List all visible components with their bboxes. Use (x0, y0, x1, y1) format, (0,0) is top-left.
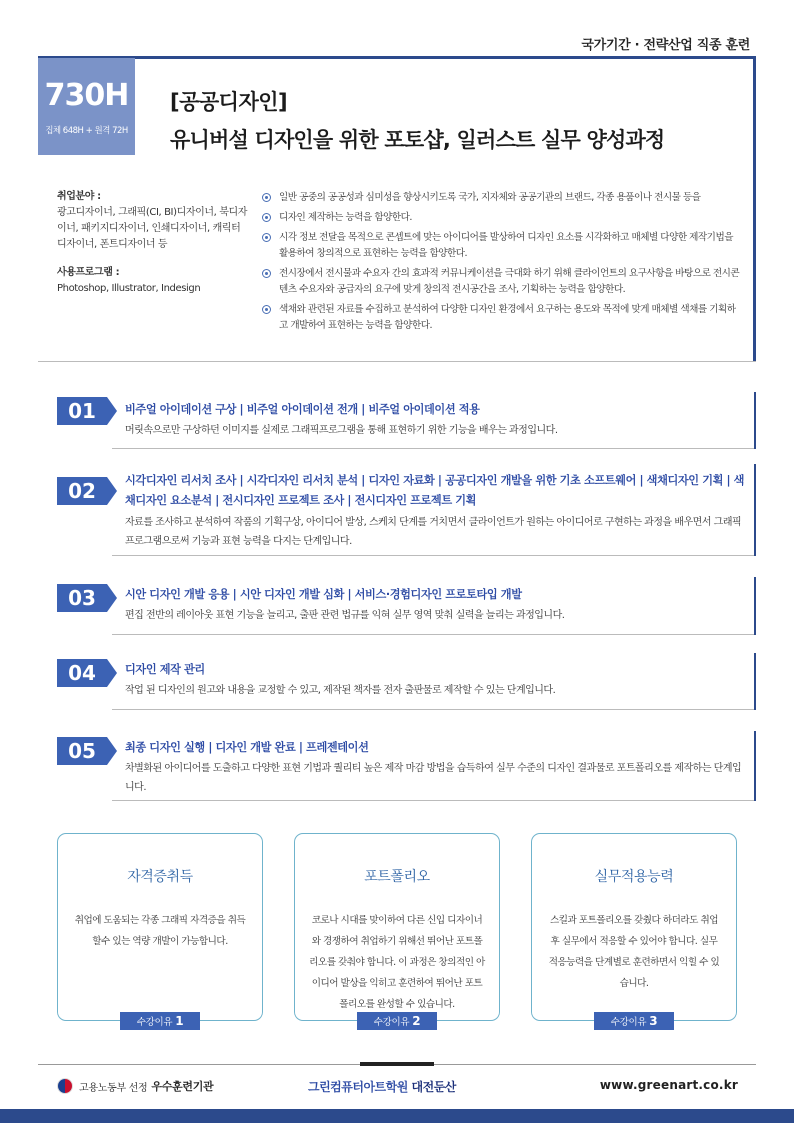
step-description: 머릿속으로만 구상하던 이미지를 실제로 그래픽프로그램을 통해 표현하기 위한 기능을 배우는 과정입니다. (125, 425, 558, 436)
card-text: 코로나 시대를 맞이하여 다른 신입 디자이너와 경쟁하여 취업하기 위해선 뛰어난 포트폴리오를 갖춰야 합니다. 이 과정은 창의적인 아이디어 발상을 익히고 훈련하여 뛰어난 포트폴리오를 완성할 수 있습니다. (309, 915, 485, 1010)
list-item: 색채와 관련된 자료를 수집하고 분석하여 다양한 디자인 환경에서 요구하는 용도와 목적에 맞게 매체별 색채를 기획하고 개발하여 표현하는 능력을 함양한다. (262, 302, 742, 334)
objectives-list (262, 190, 742, 338)
bottom-bar (0, 1109, 794, 1123)
page-title-category: [공공디자인] (170, 90, 288, 114)
card-title: 포트폴리오 (364, 869, 430, 885)
course-info (57, 189, 249, 297)
list-item: 전시장에서 전시물과 수요자 간의 효과적 커뮤니케이션을 극대화 하기 위해 클라이언트의 요구사항을 바탕으로 전시콘텐츠 수요자와 공급자의 요구에 맞게 창의적 전시공간을 조사, 기획하는 능력을 함양한다. (262, 266, 742, 298)
step-content (125, 401, 745, 440)
card-text: 취업에 도움되는 각종 그래픽 자격증을 취득할수 있는 역량 개발이 가능합니다. (74, 915, 246, 947)
footer-divider-accent (360, 1062, 434, 1066)
step-number-badge: 02 (57, 477, 107, 505)
step-underline (112, 709, 756, 710)
top-label: 국가기간 · 전략산업 직종 훈련 (581, 38, 750, 53)
step-description: 작업 된 디자인의 원고와 내용을 교정할 수 있고, 제작된 책자를 전자 출판물로 제작할 수 있는 단계입니다. (125, 685, 556, 696)
step-number-badge: 05 (57, 737, 107, 765)
reason-card-3 (531, 833, 737, 1028)
step-03 (57, 584, 757, 634)
step-border (754, 577, 756, 635)
step-underline (112, 448, 756, 449)
target-bullet-icon (262, 269, 271, 278)
ministry-logo-icon (57, 1078, 73, 1094)
step-content (125, 661, 745, 700)
list-item: 시각 정보 전달을 목적으로 콘셉트에 맞는 아이디어를 발상하여 디자인 요소를 시각화하고 매체별 다양한 제작기법을 활용하여 창의적으로 표현하는 능력을 함양한다. (262, 230, 742, 262)
step-title: 시각디자인 리서치 조사 | 시각디자인 리서치 분석 | 디자인 자료화 | 공공디자인 개발을 위한 기초 소프트웨어 | 색채디자인 기획 | 색채디자인 요소분석 | 전시디자인 프로젝트 조사 | 전시디자인 프로젝트 기획 (125, 474, 745, 507)
step-description: 편집 전반의 레이아웃 표현 기능을 늘리고, 출판 관련 법규를 익혀 실무 영역 맞춰 실력을 늘리는 과정입니다. (125, 610, 565, 621)
footer-ministry: 고용노동부 선정 우수훈련기관 (57, 1078, 213, 1094)
job-field-text: 광고디자이너, 그래픽(CI, BI)디자이너, 북디자이너, 패키지디자이너, 인쇄디자이너, 캐릭터디자이너, 폰트디자이너 등 (57, 207, 247, 250)
step-04 (57, 659, 757, 709)
hours-main: 730H (44, 78, 129, 113)
step-02 (57, 474, 757, 555)
step-description: 자료를 조사하고 분석하여 작품의 기획구상, 아이디어 발상, 스케치 단계를 거치면서 클라이언트가 원하는 아이디어로 구현하는 과정을 배우면서 그래픽프로그램으로써 기능과 표현 능력을 다지는 단계입니다. (125, 517, 742, 547)
card-title: 자격증취득 (127, 869, 193, 885)
step-border (754, 731, 756, 801)
step-title: 비주얼 아이데이션 구상 | 비주얼 아이데이션 전개 | 비주얼 아이데이션 적용 (125, 403, 480, 416)
reason-card-2 (294, 833, 500, 1028)
title-block (170, 86, 664, 154)
step-title: 최종 디자인 실행 | 디자인 개발 완료 | 프레젠테이션 (125, 741, 369, 754)
step-content (125, 471, 745, 551)
list-item: 일반 공중의 공공성과 심미성을 향상시키도록 국가, 지자체와 공공기관의 브랜드, 각종 용품이나 전시물 등을 (262, 190, 742, 206)
step-underline (112, 555, 756, 556)
step-border (754, 464, 756, 556)
job-field-heading: 취업분야 : (57, 191, 101, 202)
step-underline (112, 634, 756, 635)
step-content (125, 586, 745, 625)
program-text: Photoshop, Illustrator, Indesign (57, 283, 201, 294)
target-bullet-icon (262, 213, 271, 222)
step-underline (112, 800, 756, 801)
step-number-badge: 03 (57, 584, 107, 612)
step-05 (57, 737, 757, 799)
footer-academy-name: 그린컴퓨터아트학원 대전둔산 (308, 1080, 456, 1094)
step-description: 차별화된 아이디어를 도출하고 다양한 표현 기법과 퀄리티 높은 제작 마감 방법을 습득하여 실무 수준의 디자인 결과물로 포트폴리오를 제작하는 단계입니다. (125, 763, 742, 793)
page-title: 유니버설 디자인을 위한 포토샵, 일러스트 실무 양성과정 (170, 128, 665, 152)
card-text: 스킬과 포트폴리오를 갖췄다 하더라도 취업 후 실무에서 적응할 수 있어야 합니다. 실무 적응능력을 단계별로 훈련하면서 익힐 수 있습니다. (548, 915, 720, 989)
list-item: 디자인 제작하는 능력을 함양한다. (262, 210, 742, 226)
step-border (754, 653, 756, 710)
target-bullet-icon (262, 193, 271, 202)
target-bullet-icon (262, 305, 271, 314)
step-number-badge: 04 (57, 659, 107, 687)
step-number-badge: 01 (57, 397, 107, 425)
step-01 (57, 397, 757, 447)
target-bullet-icon (262, 233, 271, 242)
step-content (125, 739, 745, 797)
reason-card-1 (57, 833, 263, 1028)
program-heading: 사용프로그램 : (57, 267, 120, 278)
step-title: 시안 디자인 개발 응용 | 시안 디자인 개발 심화 | 서비스·경험디자인 프로토타입 개발 (125, 588, 522, 601)
step-title: 디자인 제작 관리 (125, 663, 205, 676)
card-tag: 수강이유 2 (357, 1012, 437, 1030)
card-title: 실무적용능력 (594, 869, 674, 885)
card-tag: 수강이유 3 (594, 1012, 674, 1030)
card-tag: 수강이유 1 (120, 1012, 200, 1030)
step-border (754, 392, 756, 449)
divider (38, 361, 756, 362)
hours-sub: 집체 648H + 원격 72H (45, 126, 128, 136)
hours-box (38, 58, 135, 155)
footer-website[interactable]: www.greenart.co.kr (599, 1078, 738, 1092)
